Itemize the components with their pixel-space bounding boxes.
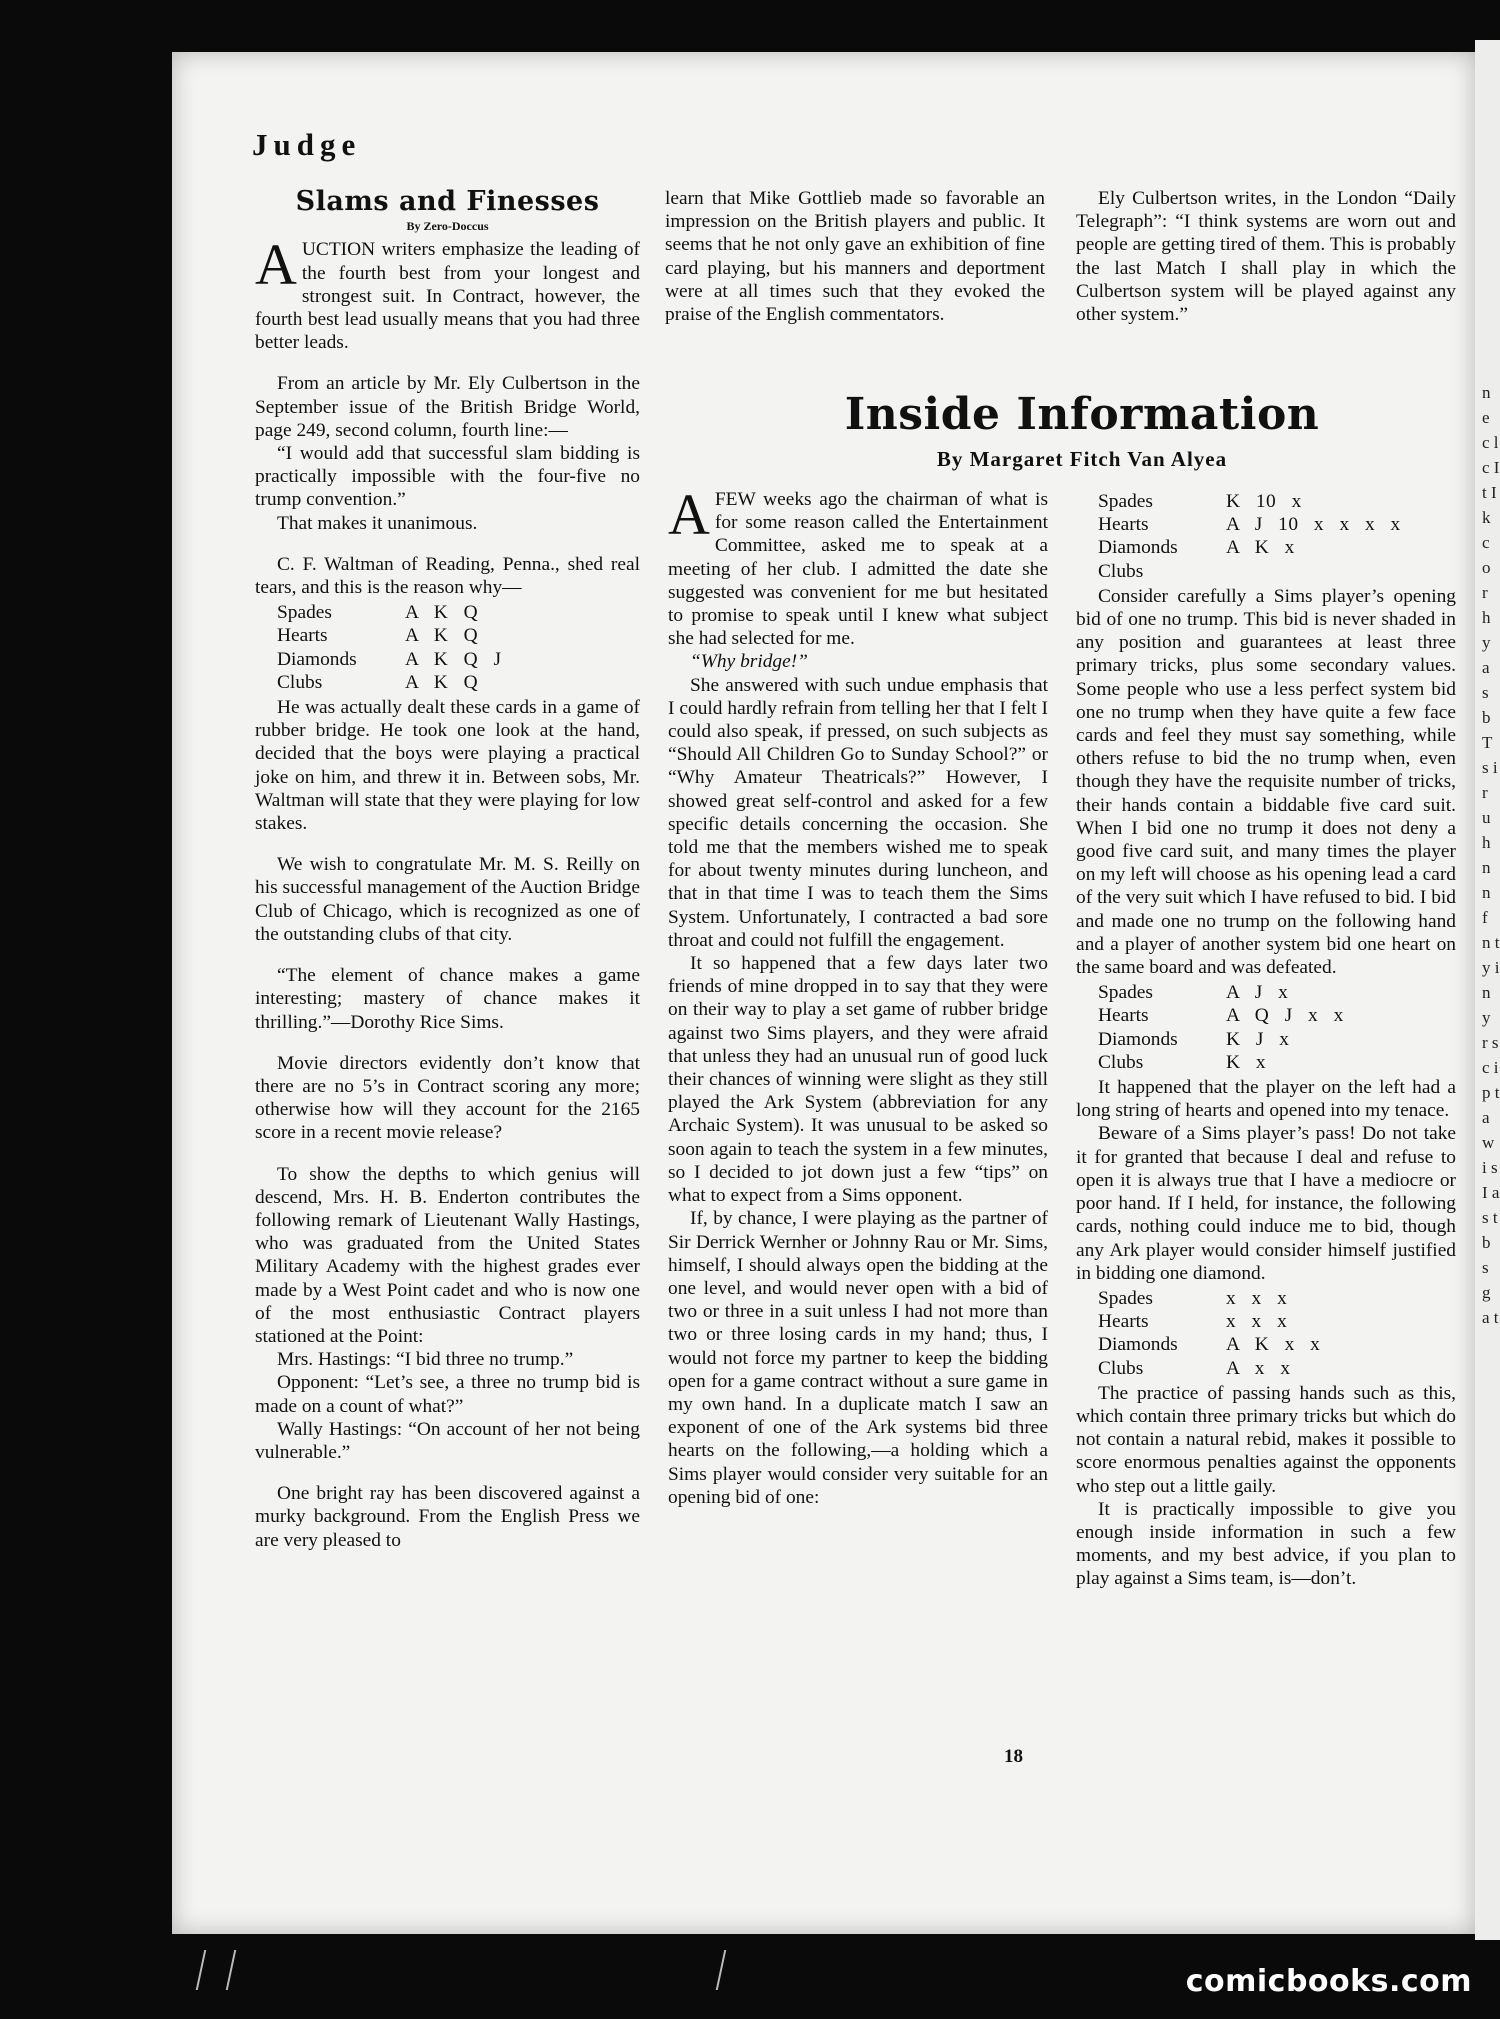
inside-column-2 [1076,488,1456,1591]
hand-row: Hearts A Q J x x [1098,1005,1344,1027]
page-number: 18 [1004,1746,1023,1767]
hand-row: Clubs A K Q [277,671,479,693]
paragraph: She answered with such undue emphasis that I could hardly refrain from telling her that I felt I could also speak, if pressed, on such subjects as “Should All Children Go to Sunday School?” or “Why Amateur Theatricals?” However, I showed great self-control and asked for a few specific details concerning the occasion. She told me that the members wished me to speak for about twenty minutes during luncheon, and that in that time I was to teach them the Sims System. Unfortunately, I contracted a bad sore throat and could not fulfill the engagement. [668,674,1048,951]
hand-row: Hearts A J 10 x x x x [1098,514,1401,536]
card-hand-waltman [277,601,502,694]
magazine-page [172,52,1475,1934]
film-scratch [226,1950,237,1990]
masthead: Judge [252,127,362,162]
paragraph: Consider carefully a Sims player’s opening bid of one no trump. This bid is never shaded in any position and guarantees at least three primary tricks, plus some secondary values. Some people who use a less perfect system bid one no trump when they have quite a few face cards and feel they must say something, while others refuse to bid the no trump when, even though they have the requisite number of tricks, their hands contain a biddable five card suit. When I bid one no trump it does not deny a good five card suit, and many times the player on my left will choose as his opening lead a card of the very suit which I have refused to bid. I bid and made one no trump on the following hand and a player of another system bid one heart on the same board and was defeated. [1076,585,1456,979]
next-page-edge-text: n e c l c I t I k c o r h y a s b T s i r u h n n f n t y i n y r s c i p t a w i s I a s t b s g a t [1482,383,1500,1327]
hand-row: Spades A K Q [277,602,479,624]
paragraph: If, by chance, I were playing as the partner of Sir Derrick Wernher or Johnny Rau or Mr. Sims, himself, I should always open the bidding at the one level, and would never open with a bid of two or three in a suit unless I had not more than two or three losing cards in my hand; thus, I would not force my partner to keep the bidding open for a game contract without a sure game in my own hand. In a duplicate match I saw an exponent of one of the Ark systems bid three hearts on the following,—a holding which a Sims player would consider very suitable for an opening bid of one: [668,1208,1048,1508]
hand-row: Hearts x x x [1098,1311,1288,1333]
paragraph: The practice of passing hands such as this, which contain three primary tricks but which do not contain a natural rebid, makes it possible to score enormous penalties against the opponents who step out a little gaily. [1076,1382,1456,1497]
slams-column-1 [255,186,640,1552]
slams-intro: AUCTION writers emphasize the leading of the fourth best from your longest and strongest suit. In Contract, however, the fourth best lead usually means that you had three better leads. [255,232,640,354]
paragraph: We wish to congratulate Mr. M. S. Reilly on his successful management of the Auction Bridge Club of Chicago, which is recognized as one of the outstanding clubs of that city. [255,854,640,945]
hand-row: Diamonds K J x [1098,1028,1290,1050]
paragraph: That makes it unanimous. [277,512,478,534]
paragraph: To show the depths to which genius will descend, Mrs. H. B. Enderton contributes the following remark of Lieutenant Wally Hastings, who was graduated from the United States Military Academy with the highest grades ever made by a West Point cadet and who is now one of the most enthusiastic Contract players stationed at the Point: [255,1163,640,1347]
paragraph: “The element of chance makes a game interesting; mastery of chance makes it thrilling.”—Dorothy Rice Sims. [255,965,640,1033]
paragraph: Wally Hastings: “On account of her not being vulnerable.” [255,1418,640,1463]
paragraph: C. F. Waltman of Reading, Penna., shed real tears, and this is the reason why— [255,553,640,599]
hand-row: Spades x x x [1098,1287,1288,1309]
paragraph: It so happened that a few days later two friends of mine dropped in to say that they were on their way to play a set game of rubber bridge against two Sims players, and they were afraid that unless they had an unusual run of good luck their chances of winning were slight as they still played the Ark System (abbreviation for any Archaic System). It was unusual to be asked so soon again to teach the system in a few minutes, so I decided to jot down just a few “tips” on what to expect from a Sims opponent. [668,953,1048,1207]
hand-row: Diamonds A K Q J [277,648,502,670]
paragraph: Opponent: “Let’s see, a three no trump bid is made on a count of what?” [255,1372,640,1417]
paragraph: It is practically impossible to give you enough inside information in such a few moments, and my best advice, if you plan to play against a Sims team, is—don’t. [1076,1498,1456,1590]
hand-row: Spades K 10 x [1098,491,1302,512]
inside-intro: AFEW weeks ago the chairman of what is for some reason called the Entertainment Committee, asked me to speak at a meeting of her club. I admitted the date she suggested was convenient for me but hesitated to promise to speak until I knew what subject she had selected for me. [668,482,1048,650]
paragraph: Beware of a Sims player’s pass! Do not take it for granted that because I deal and refuse to open it is always true that I have a mediocre or poor hand. If I held, for instance, the following cards, nothing could induce me to bid, though any Ark player would consider himself justified in bidding one diamond. [1076,1123,1456,1284]
paragraph: It happened that the player on the left had a long string of hearts and opened into my tenace. [1076,1077,1456,1122]
hand-row: Spades A J x [1098,982,1289,1004]
card-hand-one-no-trump [1098,981,1344,1074]
paragraph: Mrs. Hastings: “I bid three no trump.” [277,1349,574,1371]
inside-title: Inside Information [844,389,1320,440]
paragraph: “I would add that successful slam bidding is practically impossible with the four-five no trump convention.” [255,443,640,511]
paragraph: Movie directors evidently don’t know that there are no 5’s in Contract scoring any more; otherwise how will they account for the 2165 score in a recent movie release? [255,1052,640,1144]
hand-row: Diamonds A K x [1098,537,1295,559]
slams-column-3 [1076,187,1456,326]
hand-row: Clubs [1098,560,1144,582]
slams-byline: By Zero-Doccus [406,219,489,234]
hand-row: Diamonds A K x x [1098,1334,1321,1356]
dropcap: A [255,232,297,298]
slams-column-2 [665,187,1045,326]
card-hand-pass [1098,1287,1320,1380]
paragraph: “Why bridge!” [690,651,808,673]
paragraph: From an article by Mr. Ely Culbertson in the September issue of the British Bridge World, page 249, second column, fourth line:— [255,373,640,441]
hand-row: Hearts A K Q [277,625,479,647]
paragraph: He was actually dealt these cards in a game of rubber bridge. He took one look at the hand, decided that the boys were playing a practical joke on him, and threw it in. Between sobs, Mr. Waltman will state that they were playing for low stakes. [255,697,640,835]
inside-column-1 [668,482,1048,1509]
dropcap: A [668,482,710,547]
film-scratch [716,1950,727,1990]
paragraph: Ely Culbertson writes, in the London “Daily Telegraph”: “I think systems are worn out and people are getting tired of them. This is probably the last Match I shall play in which the Culbertson system will be played against any other system.” [1076,188,1456,326]
watermark: comicbooks.com [1185,1964,1472,1999]
inside-byline: By Margaret Fitch Van Alyea [936,447,1228,471]
slams-title: Slams and Finesses [295,186,600,217]
paragraph: One bright ray has been discovered against a murky background. From the English Press we are very pleased to [255,1483,640,1551]
paragraph: learn that Mike Gottlieb made so favorable an impression on the British players and public. It seems that he not only gave an exhibition of fine card playing, but his manners and deportment were at all times such that they evoked the praise of the English commentators. [665,188,1045,326]
hand-row: Clubs K x [1098,1051,1267,1073]
hand-row: Clubs A x x [1098,1357,1291,1379]
film-scratch [196,1950,207,1990]
card-hand-ark [1098,490,1401,583]
